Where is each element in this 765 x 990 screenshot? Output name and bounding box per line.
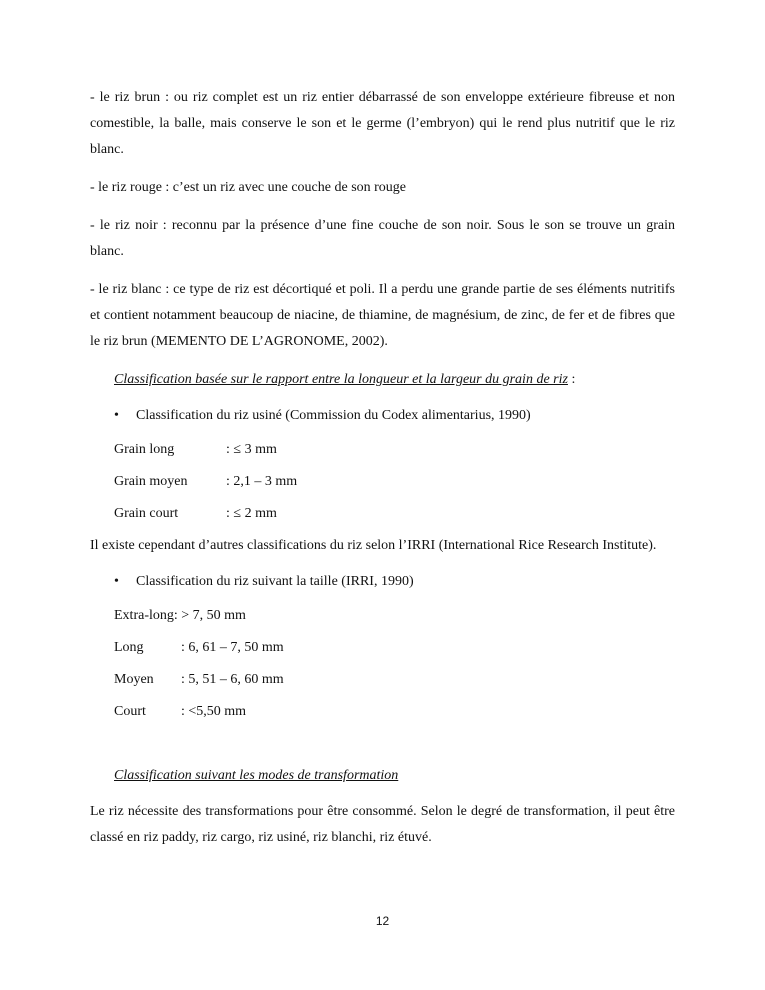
bullet-text: Classification du riz suivant la taille (IRRI, 1990)	[136, 574, 414, 589]
section-heading-ratio-suffix: :	[567, 372, 576, 387]
size-label: Long	[114, 640, 144, 655]
grain-label: Grain court	[114, 506, 179, 521]
bullet-text: Classification du riz usiné (Commission du Codex alimentarius, 1990)	[136, 408, 531, 423]
paragraph-riz-brun: - le riz brun : ou riz complet est un riz entier débarrassé de son enveloppe extérieure fibreuse et non comestible, la balle, mais conserve le son et le germe (l’embryon) qui le rend plus nutritif que le riz blanc.	[90, 90, 675, 157]
grain-value: : ≤ 2 mm	[226, 506, 277, 521]
grain-row	[114, 437, 675, 463]
size-row	[114, 699, 675, 725]
size-row	[114, 635, 675, 661]
size-value: : <5,50 mm	[181, 704, 247, 719]
grain-row	[114, 469, 675, 495]
size-row	[114, 603, 675, 629]
size-label: Extra-long	[114, 608, 174, 623]
grain-label: Grain moyen	[114, 474, 188, 489]
size-label: Court	[114, 704, 146, 719]
paragraph-riz-rouge: - le riz rouge : c’est un riz avec une couche de son rouge	[90, 180, 407, 195]
bullet-item-usine	[114, 403, 675, 429]
grain-value: : 2,1 – 3 mm	[226, 474, 298, 489]
size-label: Moyen	[114, 672, 154, 687]
grain-row	[114, 501, 675, 527]
paragraph-riz-noir: - le riz noir : reconnu par la présence d’une fine couche de son noir. Sous le son se trouve un grain blanc.	[90, 218, 675, 259]
bullet-icon: •	[114, 574, 119, 589]
paragraph-transformation: Le riz nécessite des transformations pour être consommé. Selon le degré de transformation, il peut être classé en riz paddy, riz cargo, riz usiné, riz blanchi, riz étuvé.	[90, 804, 675, 845]
section-heading-transformation-text: Classification suivant les modes de transformation	[114, 768, 399, 783]
size-value: : 5, 51 – 6, 60 mm	[181, 672, 284, 687]
size-row	[114, 667, 675, 693]
spacer	[90, 731, 675, 763]
section-heading-transformation	[114, 763, 675, 789]
section-heading-ratio-text: Classification basée sur le rapport entre la longueur et la largeur du grain de riz	[114, 372, 568, 387]
size-value: : 6, 61 – 7, 50 mm	[181, 640, 284, 655]
paragraph-irri-note: Il existe cependant d’autres classifications du riz selon l’IRRI (International Rice Research Institute).	[90, 538, 657, 553]
bullet-icon: •	[114, 408, 119, 423]
page-number: 12	[375, 914, 390, 928]
size-value: : > 7, 50 mm	[173, 608, 246, 623]
bullet-item-taille	[114, 569, 675, 595]
grain-label: Grain long	[114, 442, 175, 457]
paragraph-riz-blanc: - le riz blanc : ce type de riz est décortiqué et poli. Il a perdu une grande partie de ses éléments nutritifs et contient notamment beaucoup de niacine, de thiamine, de magnésium, de zinc, de fer et de fibres que le riz brun (MEMENTO DE L’AGRONOME, 2002).	[90, 282, 675, 349]
page-content	[90, 85, 675, 863]
grain-value: : ≤ 3 mm	[226, 442, 277, 457]
section-heading-ratio	[114, 367, 675, 393]
